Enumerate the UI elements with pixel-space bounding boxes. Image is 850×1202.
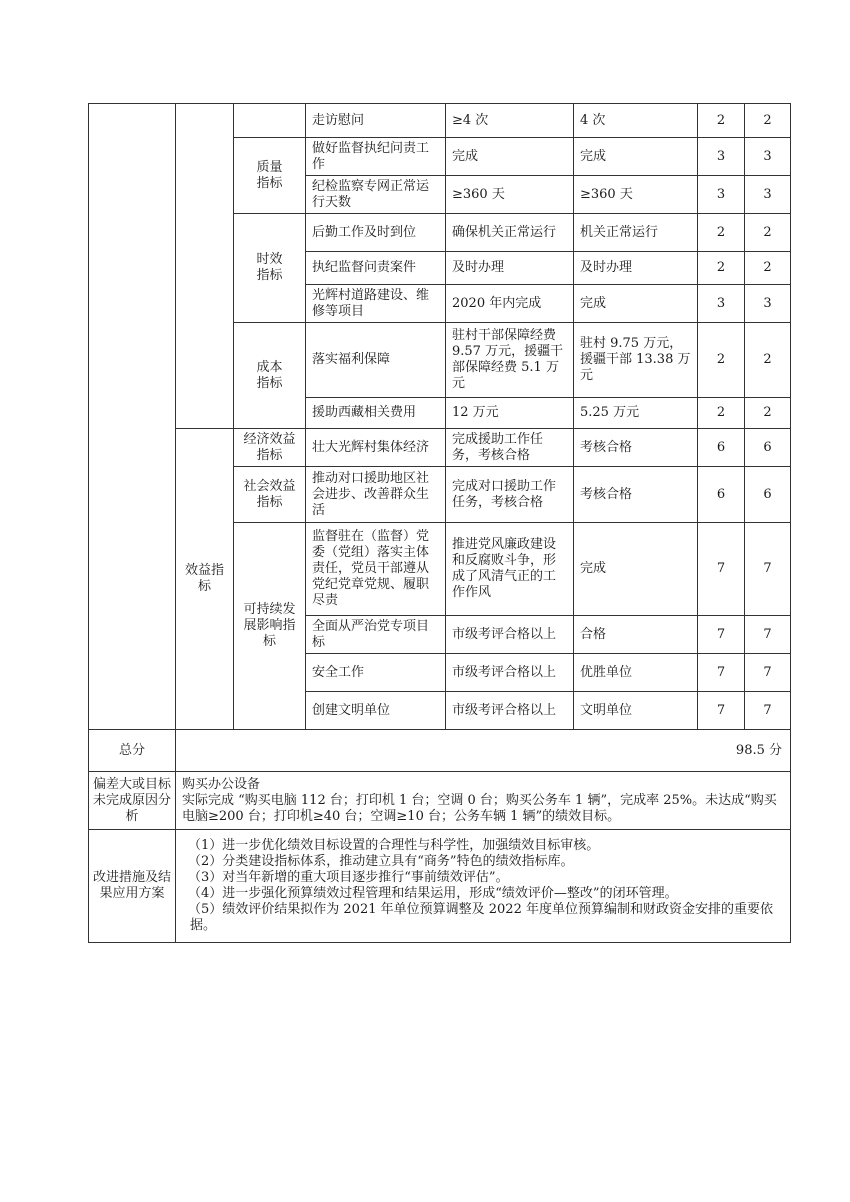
deviation-line: 购买办公设备 [182,776,261,792]
improvement-label: 改进措施及结果应用方案 [89,830,176,943]
indicator-cell: 执纪监督问责案件 [306,252,446,285]
weight-cell: 3 [698,285,745,323]
indicator-cell: 光辉村道路建设、维修等项目 [306,285,446,323]
sec-cell: 经济效益指标 [234,429,306,467]
weight-cell: 2 [698,214,745,252]
score-cell: 2 [745,323,791,398]
weight-cell: 7 [698,654,745,692]
improvement-item: （1）进一步优化绩效目标设置的合理性与科学性，加强绩效目标审核。 [188,838,600,853]
target-cell: 确保机关正常运行 [446,214,574,252]
actual-cell: ≥360 天 [574,176,698,214]
indicator-cell: 安全工作 [306,654,446,692]
score-cell: 2 [745,104,791,138]
indicator-cell: 监督驻在（监督）党委（党组）落实主体责任，党员干部遵从党纪党章党规、履职尽责 [306,523,446,616]
indicator-cell: 创建文明单位 [306,692,446,730]
improvement-row [89,830,791,943]
actual-cell: 文明单位 [574,692,698,730]
sec-cell: 社会效益指标 [234,467,306,523]
target-cell: ≥4 次 [446,104,574,138]
score-cell: 2 [745,214,791,252]
indicator-cell: 纪检监察专网正常运行天数 [306,176,446,214]
actual-cell: 完成 [574,523,698,616]
actual-cell: 完成 [574,138,698,176]
actual-cell: 优胜单位 [574,654,698,692]
weight-cell: 2 [698,104,745,138]
score-cell: 2 [745,252,791,285]
target-cell: 驻村干部保障经费 9.57 万元，援疆干部保障经费 5.1 万元 [446,323,574,398]
indicator-cell: 后勤工作及时到位 [306,214,446,252]
deviation-label: 偏差大或目标未完成原因分析 [89,772,176,830]
weight-cell: 2 [698,252,745,285]
target-cell: 市级考评合格以上 [446,654,574,692]
deviation-row [89,772,791,830]
weight-cell: 6 [698,429,745,467]
actual-cell: 考核合格 [574,467,698,523]
weight-cell: 3 [698,138,745,176]
total-label: 总分 [89,730,176,772]
score-cell: 3 [745,138,791,176]
score-cell: 6 [745,467,791,523]
target-cell: ≥360 天 [446,176,574,214]
target-cell: 完成 [446,138,574,176]
indicator-cell: 壮大光辉村集体经济 [306,429,446,467]
score-cell: 3 [745,176,791,214]
target-cell: 完成对口援助工作任务，考核合格 [446,467,574,523]
total-value: 98.5 分 [176,730,791,772]
benefit-label: 效益指 标 [184,563,224,594]
target-cell: 市级考评合格以上 [446,692,574,730]
weight-cell: 6 [698,467,745,523]
score-cell: 7 [745,654,791,692]
weight-cell: 7 [698,692,745,730]
output-blank-cell [176,104,234,429]
target-cell: 12 万元 [446,398,574,429]
indicator-cell: 落实福利保障 [306,323,446,398]
sec-cell [234,214,306,323]
weight-cell: 2 [698,323,745,398]
total-row [89,730,791,772]
score-cell: 3 [745,285,791,323]
sec-cell [234,138,306,214]
target-cell: 推进党风廉政建设和反腐败斗争，形成了风清气正的工作作风 [446,523,574,616]
sec-label: 时效 指标 [256,252,283,283]
table-row [89,429,791,467]
actual-cell: 完成 [574,285,698,323]
actual-cell: 机关正常运行 [574,214,698,252]
score-cell: 7 [745,523,791,616]
improvement-item: （3）对当年新增的重大项目逐步推行“事前绩效评估”。 [188,870,509,885]
sec-cell: 可持续发展影响指标 [234,523,306,730]
improvement-item: （5）绩效评价结果拟作为 2021 年单位预算调整及 2022 年度单位预算编制和财政资金安排的重要依据。 [188,902,773,933]
actual-cell: 及时办理 [574,252,698,285]
improvement-item: （2）分类建设指标体系，推动建立具有“商务”特色的绩效指标库。 [188,854,574,869]
actual-cell: 4 次 [574,104,698,138]
table-row [89,104,791,138]
target-cell: 及时办理 [446,252,574,285]
indicator-cell: 援助西藏相关费用 [306,398,446,429]
indicator-cell: 推动对口援助地区社会进步、改善群众生活 [306,467,446,523]
target-cell: 完成援助工作任务，考核合格 [446,429,574,467]
score-cell: 6 [745,429,791,467]
performance-table [88,103,791,943]
indicator-cell: 做好监督执纪问责工作 [306,138,446,176]
actual-cell: 合格 [574,616,698,654]
score-cell: 7 [745,692,791,730]
score-cell: 7 [745,616,791,654]
sec-cell [234,323,306,429]
actual-cell: 驻村 9.75 万元，援疆干部 13.38 万元 [574,323,698,398]
improvement-item: （4）进一步强化预算绩效过程管理和结果运用，形成“绩效评价—整改”的闭环管理。 [188,886,678,901]
weight-cell: 7 [698,523,745,616]
outer-blank-cell [89,104,176,730]
weight-cell: 3 [698,176,745,214]
actual-cell: 考核合格 [574,429,698,467]
actual-cell: 5.25 万元 [574,398,698,429]
indicator-cell: 走访慰问 [306,104,446,138]
indicator-cell: 全面从严治党专项目标 [306,616,446,654]
benefit-indicator-cell [176,429,234,730]
score-cell: 2 [745,398,791,429]
target-cell: 2020 年内完成 [446,285,574,323]
sec-label: 质量 指标 [256,159,283,191]
deviation-content [176,772,791,830]
target-cell: 市级考评合格以上 [446,616,574,654]
weight-cell: 7 [698,616,745,654]
weight-cell: 2 [698,398,745,429]
improvement-content [176,830,791,943]
sec-label: 成本 指标 [256,359,283,391]
deviation-line: 实际完成 “购买电脑 112 台；打印机 1 台；空调 0 台；购买公务车 1 辆”，完成率 25%。未达成“购买电脑≥200 台；打印机≥40 台；空调≥10 台；公务车辆 1 辆”的绩效目标。 [182,792,777,824]
sec-cell [234,104,306,138]
